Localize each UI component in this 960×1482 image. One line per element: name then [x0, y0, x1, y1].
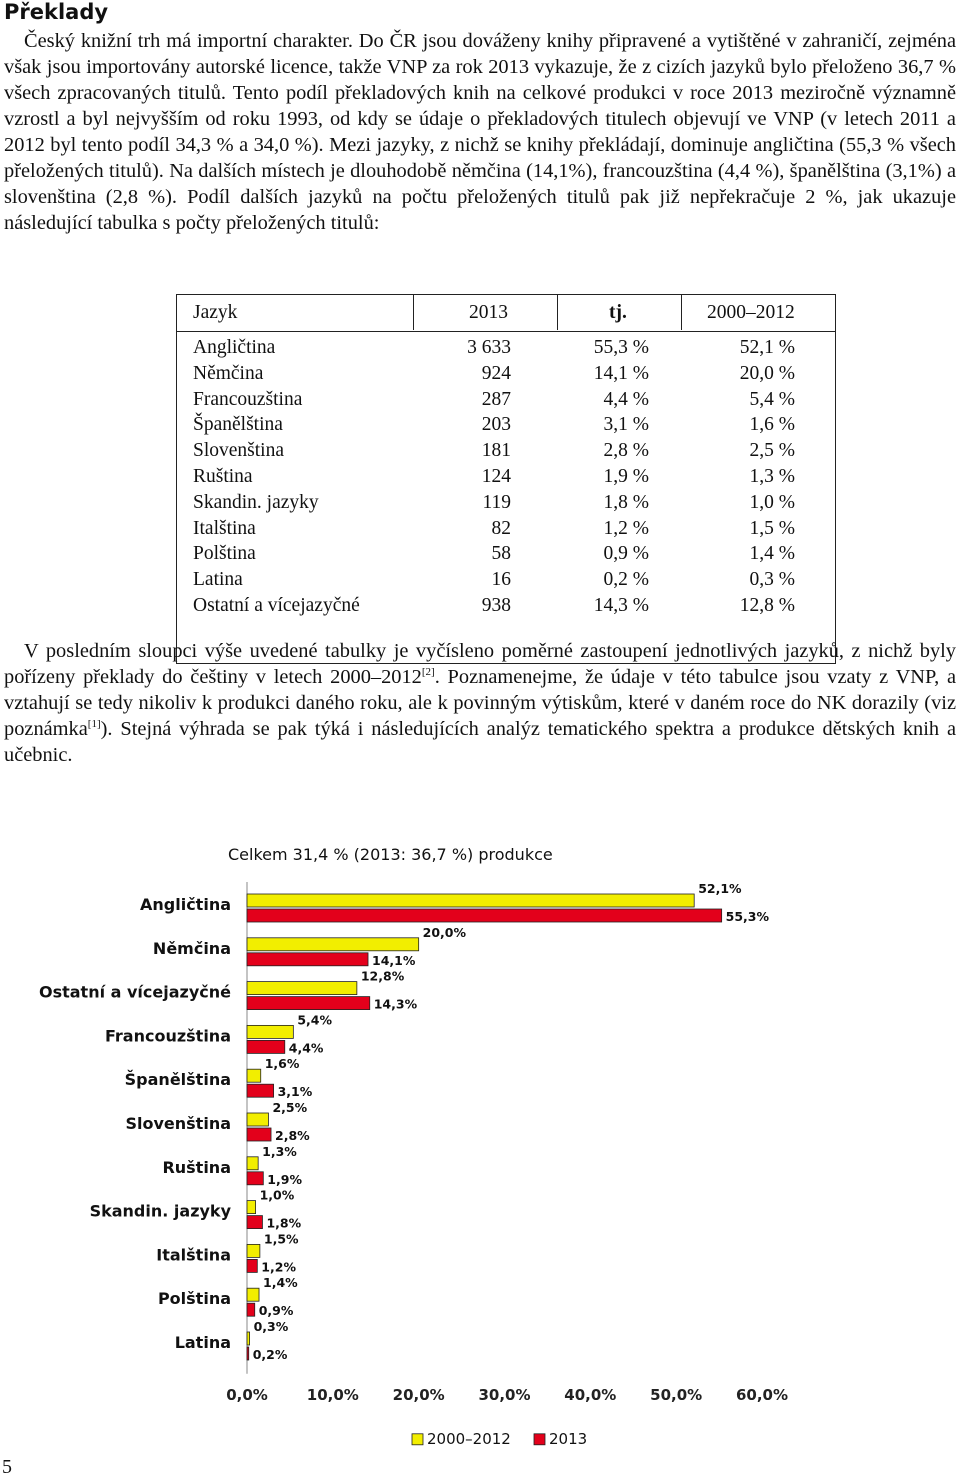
category-label: Ostatní a vícejazyčné [38, 982, 231, 1002]
cell-share-2013: 14,3 % [593, 594, 649, 616]
data-label: 2,5% [272, 1100, 308, 1115]
legend-label: 2000–2012 [427, 1429, 511, 1448]
cell-count-2013: 203 [481, 414, 511, 436]
cell-share-2000-2012: 2,5 % [749, 440, 795, 462]
cell-share-2000-2012: 20,0 % [739, 362, 795, 384]
bar-2013 [247, 1216, 262, 1229]
legend-swatch [534, 1434, 545, 1445]
page-number: 5 [2, 1456, 12, 1478]
data-label: 0,9% [258, 1303, 294, 1319]
bar-2000-2012 [247, 938, 419, 951]
cell-language: Skandin. jazyky [193, 491, 319, 513]
x-tick-label: 10,0% [306, 1385, 359, 1404]
translations-table [176, 294, 836, 664]
table-row [177, 490, 835, 516]
header-2013: 2013 [469, 302, 508, 323]
cell-share-2000-2012: 5,4 % [749, 388, 795, 410]
bar-2013 [247, 1347, 249, 1360]
cell-share-2000-2012: 52,1 % [739, 337, 795, 358]
table-row [177, 541, 835, 567]
footnote-ref-2: [2] [421, 666, 435, 678]
cell-count-2013: 124 [481, 465, 511, 487]
bar-2000-2012 [247, 1157, 258, 1170]
cell-share-2013: 0,9 % [603, 543, 649, 565]
data-label: 5,4% [297, 1012, 333, 1028]
cell-count-2013: 924 [481, 362, 511, 384]
x-tick-label: 20,0% [392, 1385, 445, 1404]
legend-label: 2013 [549, 1429, 588, 1448]
cell-count-2013: 16 [491, 569, 511, 591]
data-label: 0,2% [252, 1347, 288, 1362]
cell-share-2000-2012: 1,6 % [749, 414, 795, 436]
table-header [176, 294, 836, 332]
intro-paragraph-text: Český knižní trh má importní charakter. Do ČR jsou dováženy knihy připravené a vytištěné v zahraničí, zejména však jsou importovány autorské licence, takže VNP za rok 2013 vykazuje, že z cizích jazyků bylo přeloženo 36,7 % všech zpracovaných titulů. Tento podíl překladových knih na celkové produkci v roce 2013 meziročně významně vzrostl a byl nejvyšším od roku 1993, od kdy se údaje o překladových titulech objevují ve VNP (v letech 2011 a 2012 byl tento podíl 34,3 % a 34,0 %). Mezi jazyky, z nichž se knihy překládají, dominuje angličtina (55,3 % všech přeložených titulů). Na dalších místech je dlouhodobě němčina (14,1%), francouzština (4,4 %), španělština (3,1%) a slovenština (2,8 %). Podíl dalších jazyků na počtu přeložených titulů pak již nepřekračuje 2 %, jak ukazuje následující tabulka s počty přeložených titulů: [4, 30, 956, 234]
data-label: 3,1% [277, 1084, 313, 1100]
bar-2013 [247, 1128, 271, 1141]
cell-language: Němčina [193, 362, 264, 384]
bar-2013 [247, 953, 368, 966]
table-body [176, 332, 836, 664]
cell-count-2013: 3 633 [467, 337, 511, 358]
data-label: 1,5% [263, 1231, 299, 1247]
bar-2013 [247, 1303, 255, 1316]
header-2000-2012: 2000–2012 [707, 302, 795, 323]
chart-title: Celkem 31,4 % (2013: 36,7 %) produkce [228, 845, 553, 864]
x-tick-label: 0,0% [226, 1385, 268, 1404]
bar-2000-2012 [247, 1069, 261, 1082]
data-label: 2,8% [275, 1128, 310, 1143]
category-label: Francouzština [104, 1026, 231, 1046]
category-label: Španělština [124, 1070, 231, 1090]
category-label: Polština [157, 1289, 231, 1309]
language-bar-chart [0, 860, 960, 1460]
x-tick-label: 40,0% [564, 1385, 617, 1404]
bar-2013 [247, 1259, 257, 1272]
bar-2000-2012 [247, 1288, 259, 1301]
x-tick-label: 50,0% [650, 1385, 703, 1404]
table-row [177, 438, 835, 464]
x-tick-label: 30,0% [478, 1385, 531, 1404]
data-label: 12,8% [360, 968, 405, 984]
legend-swatch [412, 1434, 423, 1445]
data-label: 52,1% [698, 881, 742, 896]
cell-share-2013: 1,2 % [603, 517, 649, 539]
table-row [177, 464, 835, 490]
data-label: 14,1% [372, 952, 416, 968]
data-label: 1,2% [261, 1259, 296, 1275]
cell-share-2013: 0,2 % [603, 569, 649, 591]
cell-language: Slovenština [193, 440, 284, 462]
cell-share-2013: 55,3 % [593, 337, 649, 358]
data-label: 0,3% [253, 1319, 289, 1334]
cell-share-2013: 3,1 % [603, 414, 649, 436]
cell-share-2000-2012: 1,4 % [749, 543, 795, 565]
data-label: 4,4% [288, 1040, 324, 1056]
bar-2000-2012 [247, 894, 694, 907]
bar-2013 [247, 1172, 263, 1185]
cell-share-2000-2012: 1,0 % [749, 491, 795, 513]
bar-2013 [247, 997, 370, 1010]
footnote-ref-1: [1] [87, 718, 101, 730]
table-row [177, 335, 835, 361]
second-paragraph-part2: . Poznamenejme, že údaje v této tabulce jsou vzaty z VNP, a vztahují se tedy nikoliv k produkci daného roku, ale k povinným výtiskům, které v daném roce do NK dorazily (viz poznámka [4, 666, 956, 740]
bar-2000-2012 [247, 1332, 250, 1345]
data-label: 1,8% [266, 1215, 302, 1231]
second-paragraph [4, 638, 956, 768]
cell-language: Latina [193, 569, 243, 591]
bar-2000-2012 [247, 1201, 256, 1214]
category-label: Skandin. jazyky [89, 1201, 231, 1221]
cell-language: Ruština [193, 465, 253, 487]
cell-language: Angličtina [193, 337, 276, 358]
cell-language: Polština [193, 543, 256, 565]
data-label: 55,3% [725, 909, 770, 924]
bar-2000-2012 [247, 982, 357, 995]
table-row [177, 387, 835, 413]
table-row [177, 593, 835, 619]
category-label: Angličtina [140, 895, 231, 914]
data-label: 1,3% [262, 1143, 297, 1159]
bar-2013 [247, 1084, 274, 1097]
data-label: 1,6% [264, 1056, 300, 1072]
x-tick-label: 60,0% [735, 1385, 789, 1404]
cell-share-2013: 1,9 % [603, 465, 649, 487]
data-label: 14,3% [373, 996, 418, 1012]
cell-share-2000-2012: 1,3 % [749, 465, 795, 487]
header-share: tj. [609, 302, 627, 323]
cell-count-2013: 181 [481, 440, 511, 462]
bar-2013 [247, 909, 722, 922]
intro-paragraph [4, 28, 956, 236]
data-label: 20,0% [422, 924, 467, 940]
cell-share-2000-2012: 0,3 % [749, 569, 795, 591]
table-row [177, 567, 835, 593]
cell-share-2013: 2,8 % [603, 440, 649, 462]
header-language: Jazyk [193, 302, 238, 323]
cell-share-2000-2012: 1,5 % [749, 517, 795, 539]
data-label: 1,4% [263, 1275, 298, 1291]
cell-count-2013: 287 [481, 388, 511, 410]
category-label: Italština [156, 1245, 231, 1265]
section-heading: Překlady [4, 0, 109, 24]
cell-language: Ostatní a vícejazyčné [193, 594, 360, 616]
data-label: 1,0% [259, 1187, 295, 1203]
second-paragraph-part1: V posledním sloupci výše uvedené tabulky je vyčísleno poměrné zastoupení jednotlivých jazyků, z nichž byly pořízeny překlady do češtiny v letech 2000–2012 [4, 640, 956, 688]
cell-language: Španělština [193, 414, 283, 436]
cell-language: Francouzština [193, 388, 303, 410]
category-label: Ruština [162, 1157, 231, 1177]
cell-count-2013: 938 [481, 594, 511, 616]
category-label: Slovenština [125, 1114, 231, 1133]
bar-2000-2012 [247, 1025, 293, 1038]
cell-share-2000-2012: 12,8 % [739, 594, 795, 616]
table-row [177, 516, 835, 542]
table-row [177, 361, 835, 387]
second-paragraph-part3: ). Stejná výhrada se pak týká i následujících analýz tematického spektra a produkce dětských knih a učebnic. [4, 718, 956, 766]
cell-count-2013: 82 [491, 517, 511, 539]
category-label: Němčina [152, 938, 231, 958]
cell-language: Italština [193, 517, 256, 539]
bar-2013 [247, 1040, 285, 1053]
cell-share-2013: 4,4 % [603, 388, 649, 410]
category-label: Latina [174, 1333, 231, 1352]
table-row [177, 412, 835, 438]
bar-2000-2012 [247, 1244, 260, 1257]
cell-share-2013: 14,1 % [593, 362, 649, 384]
cell-count-2013: 58 [491, 543, 511, 565]
cell-count-2013: 119 [482, 491, 511, 513]
data-label: 1,9% [267, 1171, 302, 1187]
cell-share-2013: 1,8 % [603, 491, 649, 513]
bar-2000-2012 [247, 1113, 268, 1126]
